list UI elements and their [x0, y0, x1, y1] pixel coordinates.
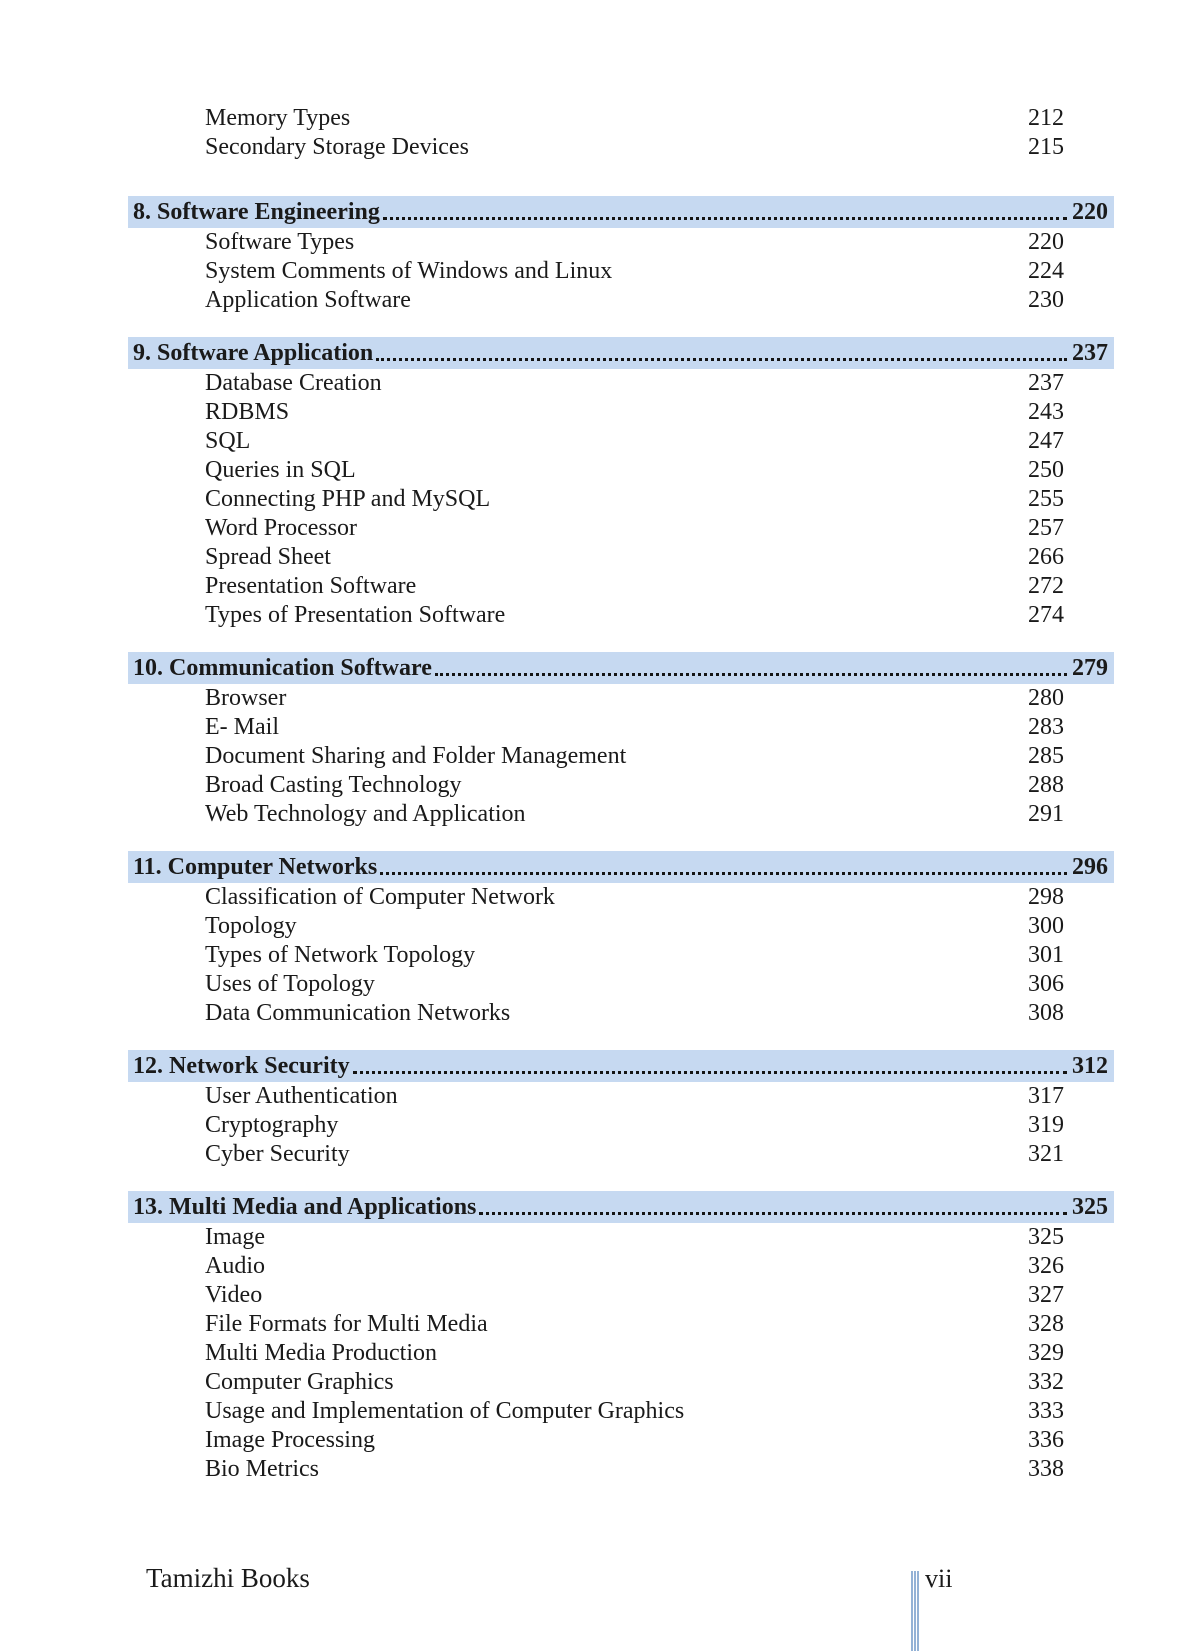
toc-item-label: Web Technology and Application [205, 801, 526, 827]
toc-chapter-section [128, 196, 1114, 315]
toc-chapter-page: 325 [1072, 1193, 1108, 1220]
toc-item-page: 321 [1028, 1141, 1064, 1167]
toc-item-page: 243 [1028, 399, 1064, 425]
footer-publisher: Tamizhi Books [146, 1563, 310, 1593]
toc-item-page: 215 [1028, 134, 1064, 160]
toc-item-label: Document Sharing and Folder Management [205, 743, 627, 769]
toc-item[interactable] [205, 456, 1064, 485]
toc-item-page: 212 [1028, 105, 1064, 131]
toc-item-label: Image Processing [205, 1427, 375, 1453]
toc-item-label: Data Communication Networks [205, 1000, 511, 1026]
toc-item[interactable] [205, 771, 1064, 800]
toc-item[interactable] [205, 713, 1064, 742]
toc-item-label: Audio [205, 1253, 265, 1279]
toc-chapter-page: 296 [1072, 853, 1108, 880]
toc-item[interactable] [205, 1339, 1064, 1368]
toc-item-label: Video [205, 1282, 263, 1308]
toc-chapter-row[interactable] [128, 851, 1114, 883]
toc-item-page: 220 [1028, 229, 1064, 255]
toc-item-page: 306 [1028, 971, 1064, 997]
toc-intro-items [205, 104, 1064, 162]
toc-item-page: 308 [1028, 1000, 1064, 1026]
toc-item-page: 230 [1028, 287, 1064, 313]
toc-item-label: RDBMS [205, 399, 290, 425]
toc-item-page: 224 [1028, 258, 1064, 284]
toc-item[interactable] [205, 1310, 1064, 1339]
toc-chapter-section [128, 337, 1114, 630]
toc-chapter-section [128, 1050, 1114, 1169]
toc-item-label: Memory Types [205, 105, 351, 131]
toc-item[interactable] [205, 941, 1064, 970]
toc-item-page: 274 [1028, 602, 1064, 628]
toc-item-page: 325 [1028, 1224, 1064, 1250]
toc-item[interactable] [205, 742, 1064, 771]
toc-item[interactable] [205, 427, 1064, 456]
toc-item[interactable] [205, 1252, 1064, 1281]
dot-leader [376, 358, 1067, 361]
toc-item-page: 247 [1028, 428, 1064, 454]
toc-item[interactable] [205, 912, 1064, 941]
footer-rule-divider [911, 1571, 919, 1651]
table-of-contents [128, 104, 1114, 1484]
toc-chapter-row[interactable] [128, 1050, 1114, 1082]
toc-item-page: 280 [1028, 685, 1064, 711]
toc-item-page: 255 [1028, 486, 1064, 512]
toc-item-page: 285 [1028, 743, 1064, 769]
toc-chapter-title: 9. Software Application [133, 339, 374, 366]
toc-chapter-items [205, 1082, 1064, 1169]
toc-item[interactable] [205, 543, 1064, 572]
toc-item[interactable] [205, 1223, 1064, 1252]
toc-item[interactable] [205, 572, 1064, 601]
toc-item-label: Cyber Security [205, 1141, 350, 1167]
toc-item-label: Connecting PHP and MySQL [205, 486, 491, 512]
toc-item-label: E- Mail [205, 714, 279, 740]
toc-chapter-title: 13. Multi Media and Applications [133, 1193, 477, 1220]
toc-chapter-items [205, 228, 1064, 315]
toc-item[interactable] [205, 1111, 1064, 1140]
toc-item-page: 266 [1028, 544, 1064, 570]
toc-item[interactable] [205, 133, 1064, 162]
toc-chapter-page: 237 [1072, 339, 1108, 366]
toc-chapter-section [128, 1191, 1114, 1484]
dot-leader [479, 1212, 1067, 1215]
toc-chapter-row[interactable] [128, 337, 1114, 369]
toc-item-page: 319 [1028, 1112, 1064, 1138]
toc-item-page: 288 [1028, 772, 1064, 798]
toc-item[interactable] [205, 104, 1064, 133]
toc-item-label: Queries in SQL [205, 457, 356, 483]
toc-item-page: 332 [1028, 1369, 1064, 1395]
toc-item-page: 237 [1028, 370, 1064, 396]
toc-item[interactable] [205, 999, 1064, 1028]
toc-chapter-row[interactable] [128, 652, 1114, 684]
toc-item-page: 327 [1028, 1282, 1064, 1308]
toc-item-label: System Comments of Windows and Linux [205, 258, 613, 284]
toc-item-page: 300 [1028, 913, 1064, 939]
toc-item-label: Image [205, 1224, 265, 1250]
toc-item-label: Word Processor [205, 515, 358, 541]
toc-item-label: Types of Presentation Software [205, 602, 506, 628]
toc-item[interactable] [205, 1455, 1064, 1484]
toc-chapter-row[interactable] [128, 196, 1114, 228]
toc-chapter-title: 12. Network Security [133, 1052, 350, 1079]
toc-item-label: Types of Network Topology [205, 942, 476, 968]
toc-item-label: Presentation Software [205, 573, 417, 599]
toc-chapter-page: 220 [1072, 198, 1108, 225]
toc-chapter-section [128, 851, 1114, 1028]
toc-item-label: Spread Sheet [205, 544, 331, 570]
toc-chapter-items [205, 369, 1064, 630]
toc-chapter-title: 8. Software Engineering [133, 198, 380, 225]
toc-item-page: 257 [1028, 515, 1064, 541]
toc-item-page: 283 [1028, 714, 1064, 740]
toc-item[interactable] [205, 485, 1064, 514]
toc-item[interactable] [205, 1368, 1064, 1397]
toc-item-page: 336 [1028, 1427, 1064, 1453]
toc-item-label: Broad Casting Technology [205, 772, 462, 798]
toc-item[interactable] [205, 684, 1064, 713]
dot-leader [435, 673, 1067, 676]
toc-item-label: Bio Metrics [205, 1456, 319, 1482]
toc-item-label: Uses of Topology [205, 971, 375, 997]
toc-item[interactable] [205, 228, 1064, 257]
toc-item-page: 326 [1028, 1253, 1064, 1279]
toc-chapter-page: 312 [1072, 1052, 1108, 1079]
dot-leader [380, 872, 1067, 875]
toc-item-label: Secondary Storage Devices [205, 134, 469, 160]
toc-item-page: 298 [1028, 884, 1064, 910]
toc-item[interactable] [205, 1426, 1064, 1455]
toc-item-label: Multi Media Production [205, 1340, 437, 1366]
dot-leader [383, 217, 1067, 220]
toc-item-label: Software Types [205, 229, 355, 255]
toc-item[interactable] [205, 1140, 1064, 1169]
toc-item-label: Cryptography [205, 1112, 339, 1138]
toc-item-label: Browser [205, 685, 287, 711]
toc-item-page: 272 [1028, 573, 1064, 599]
toc-chapter-section [128, 652, 1114, 829]
toc-item-label: Classification of Computer Network [205, 884, 555, 910]
toc-item-label: Application Software [205, 287, 411, 313]
toc-item-label: SQL [205, 428, 251, 454]
toc-item[interactable] [205, 601, 1064, 630]
toc-item-page: 333 [1028, 1398, 1064, 1424]
toc-chapter-items [205, 1223, 1064, 1484]
toc-item[interactable] [205, 257, 1064, 286]
toc-item[interactable] [205, 398, 1064, 427]
toc-item[interactable] [205, 286, 1064, 315]
toc-item-page: 329 [1028, 1340, 1064, 1366]
toc-item[interactable] [205, 883, 1064, 912]
toc-item[interactable] [205, 800, 1064, 829]
toc-item[interactable] [205, 1082, 1064, 1111]
toc-chapter-items [205, 883, 1064, 1028]
toc-item-label: File Formats for Multi Media [205, 1311, 488, 1337]
toc-item-label: Usage and Implementation of Computer Graphics [205, 1398, 685, 1424]
toc-item[interactable] [205, 1397, 1064, 1426]
toc-chapter-items [205, 684, 1064, 829]
toc-item[interactable] [205, 514, 1064, 543]
toc-item[interactable] [205, 369, 1064, 398]
toc-chapter-row[interactable] [128, 1191, 1114, 1223]
toc-item-label: User Authentication [205, 1083, 398, 1109]
toc-chapter-title: 11. Computer Networks [133, 853, 378, 880]
dot-leader [353, 1071, 1067, 1074]
toc-item[interactable] [205, 970, 1064, 999]
toc-item-label: Database Creation [205, 370, 382, 396]
toc-item-page: 338 [1028, 1456, 1064, 1482]
toc-item-label: Topology [205, 913, 297, 939]
toc-chapter-page: 279 [1072, 654, 1108, 681]
toc-item-page: 291 [1028, 801, 1064, 827]
toc-item-page: 317 [1028, 1083, 1064, 1109]
toc-item-page: 250 [1028, 457, 1064, 483]
footer-page-number: vii [925, 1564, 953, 1593]
toc-item-page: 328 [1028, 1311, 1064, 1337]
toc-item-page: 301 [1028, 942, 1064, 968]
toc-chapter-title: 10. Communication Software [133, 654, 432, 681]
toc-item-label: Computer Graphics [205, 1369, 394, 1395]
toc-item[interactable] [205, 1281, 1064, 1310]
